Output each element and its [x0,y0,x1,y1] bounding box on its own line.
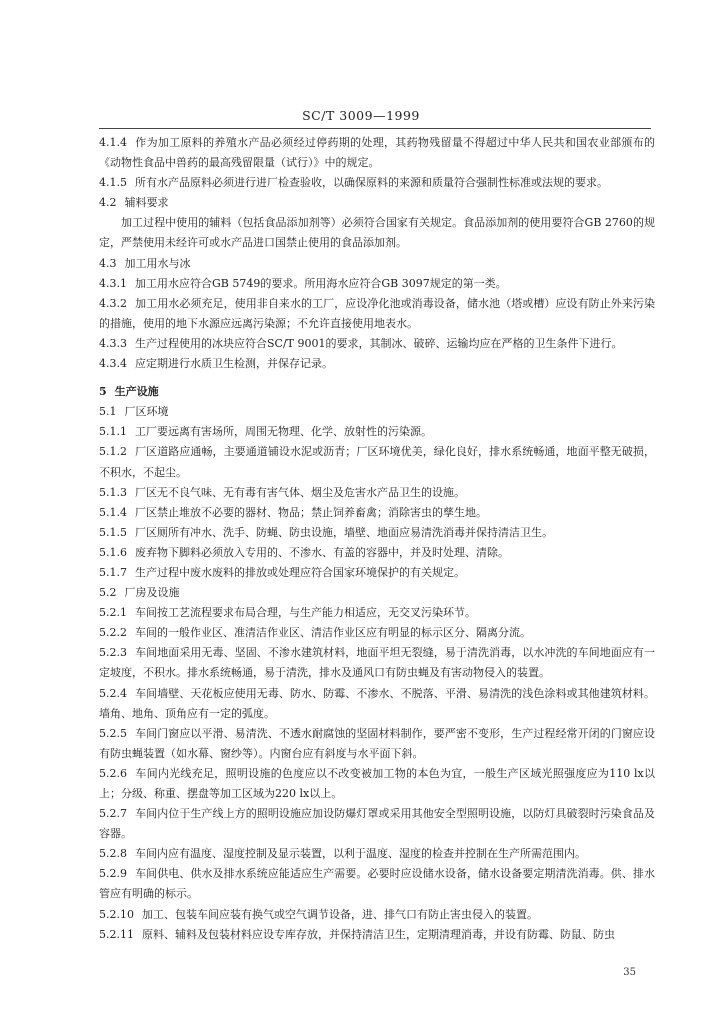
clause-number: 5.2.9 [99,867,127,881]
clause-number: 4.3.3 [99,336,127,350]
clause-text: 辅料要求 [124,196,169,210]
clause-number: 5.1.5 [99,525,127,539]
clause-number: 5.1 [99,405,117,419]
clause-number: 4.2 [99,196,117,210]
clause-text: 车间供电、供水及排水系统应能适应生产需要。必要时应设储水设备，储水设备要定期清洗消毒。供、排水管应有明确的标示。 [99,867,655,901]
clause-text: 厂区环境 [124,405,169,419]
clause-text: 厂区厕所有冲水、洗手、防蝇、防虫设施，墙壁、地面应易清洗消毒并保持清洁卫生。 [135,525,553,539]
clause-5-2-11 [99,925,655,945]
clause-text: 所有水产品原料必须进行进厂检查验收，以确保原料的来源和质量符合强制性标准或法规的要求。 [135,176,608,190]
clause-number: 4.3.4 [99,357,127,371]
clause-text: 工厂要远离有害场所，周围无物理、化学、放射性的污染源。 [135,425,432,439]
clause-text: 加工、包装车间应装有换气或空气调节设备，进、排气口有防止害虫侵入的装置。 [142,907,538,921]
clause-5-1 [99,402,655,422]
clause-5-1-1 [99,422,655,442]
clause-4-3-2 [99,294,655,334]
clause-5-1-6 [99,543,655,563]
clause-5-2-9 [99,864,655,904]
clause-number: 5.1.2 [99,445,127,459]
clause-text: 厂区道路应通畅，主要通道铺设水泥或沥青；厂区环境优美，绿化良好，排水系统畅通，地面平整无破损，不积水，不起尘。 [99,445,655,479]
clause-number: 4.1.4 [99,136,127,149]
clause-text: 加工用水与冰 [124,256,191,270]
clause-number: 5.2.8 [99,847,127,861]
clause-5-2-5 [99,724,655,764]
clause-5-2-2 [99,623,655,643]
clause-text: 生产过程使用的冰块应符合SC/T 9001的要求，其制冰、破碎、运输均应在严格的卫生条件下进行。 [135,336,623,350]
clause-number: 5.2.7 [99,807,127,821]
section-number: 5 [99,385,107,399]
clause-number: 5.2.11 [99,927,134,941]
clause-text: 车间的一般作业区、准清洁作业区、清洁作业区应有明显的标示区分、隔离分流。 [135,626,531,640]
clause-5-2-3 [99,643,655,683]
clause-text: 作为加工原料的养殖水产品必须经过停药期的处理，其药物残留量不得超过中华人民共和国农业部颁布的《动物性食品中兽药的最高残留限量（试行）》中的规定。 [99,136,655,170]
clause-text: 厂房及设施 [124,586,180,600]
clause-text: 车间墙壁、天花板应使用无毒、防水、防霉、不渗水、不脱落、平滑、易清洗的浅色涂料或其他建筑材料。墙角、地角、顶角应有一定的弧度。 [99,686,655,720]
clause-number: 5.2.10 [99,907,134,921]
clause-text: 厂区禁止堆放不必要的器材、物品；禁止饲养畜禽；消除害虫的孳生地。 [135,505,487,519]
clause-text: 加工用水应符合GB 5749的要求。所用海水应符合GB 3097规定的第一类。 [135,276,507,290]
clause-number: 4.3 [99,256,117,270]
section-title: 生产设施 [114,385,159,399]
page-number: 35 [623,967,636,978]
clause-number: 5.2.1 [99,606,127,620]
clause-text: 废弃物下脚料必须放入专用的、不渗水、有盖的容器中，并及时处理、清除。 [135,545,509,559]
clause-number: 5.2.2 [99,626,127,640]
clause-4-3-3 [99,334,655,354]
clause-number: 5.1.1 [99,425,127,439]
clause-text: 车间内位于生产线上方的照明设施应加设防爆灯罩或采用其他安全型照明设施，以防灯具破裂时污染食品及容器。 [99,807,655,841]
clause-5-1-4 [99,503,655,523]
clause-4-2 [99,193,655,213]
clause-text: 原料、辅料及包装材料应设专库存放，并保持清洁卫生，定期清理消毒，并设有防霉、防鼠、防虫 [142,927,615,941]
clause-5-2-10 [99,905,655,925]
clause-number: 5.2.5 [99,726,127,740]
clause-5-2-1 [99,603,655,623]
section-5-heading [99,382,655,402]
clause-number: 5.1.4 [99,505,127,519]
clause-number: 4.1.5 [99,176,127,190]
clause-text: 厂区无不良气味、无有毒有害气体、烟尘及危害水产品卫生的设施。 [135,485,465,499]
clause-4-3-1 [99,274,655,294]
clause-number: 5.2.4 [99,686,127,700]
document-body [99,133,655,945]
clause-4-1-5 [99,173,655,193]
clause-number: 4.3.2 [99,296,127,310]
header-rule [99,128,651,129]
clause-4-3-4 [99,354,655,374]
clause-4-3 [99,254,655,274]
clause-number: 5.1.6 [99,545,127,559]
clause-text: 车间内光线充足，照明设施的色度应以不改变被加工物的本色为宜，一般生产区域光照强度应为110 lx以上；分级、称重、摆盘等加工区域为220 lx以上。 [99,766,655,800]
clause-5-2-6 [99,764,655,804]
clause-text: 车间内应有温度、湿度控制及显示装置，以利于温度、湿度的检查并控制在生产所需范围内。 [135,847,586,861]
clause-text: 加工过程中使用的辅料（包括食品添加剂等）必须符合国家有关规定。食品添加剂的使用要符合GB 2760的规定，严禁使用未经许可或水产品进口国禁止使用的食品添加剂。 [99,216,655,250]
clause-5-1-5 [99,523,655,543]
clause-5-1-3 [99,483,655,503]
clause-text: 车间门窗应以平滑、易清洗、不透水耐腐蚀的坚固材料制作，要严密不变形，生产过程经常开闭的门窗应设有防虫蝇装置（如水幕、窗纱等）。内窗台应有斜度与水平面下斜。 [99,726,655,760]
clause-5-1-2 [99,442,655,482]
clause-text: 加工用水必须充足，使用非自来水的工厂，应设净化池或消毒设备，储水池（塔或槽）应设有防止外来污染的措施，使用的地下水源应远离污染源；不允许直接使用地表水。 [99,296,655,330]
clause-number: 5.2 [99,586,117,600]
clause-text: 车间按工艺流程要求布局合理，与生产能力相适应，无交叉污染环节。 [135,606,476,620]
clause-number: 5.2.6 [99,766,127,780]
clause-5-1-7 [99,563,655,583]
page-header-code: SC/T 3009—1999 [302,108,420,123]
clause-5-2-7 [99,804,655,844]
clause-5-2 [99,583,655,603]
clause-number: 5.1.3 [99,485,127,499]
clause-5-2-4 [99,684,655,724]
clause-number: 5.1.7 [99,565,127,579]
clause-text: 车间地面采用无毒、坚固、不渗水建筑材料，地面平坦无裂缝，易于清洗消毒，以水冲洗的车间地面应有一定坡度，不积水。排水系统畅通，易于清洗，排水及通风口有防虫蝇及有害动物侵入的装置。 [99,646,655,680]
clause-number: 4.3.1 [99,276,127,290]
clause-4-2-body [99,213,655,253]
clause-5-2-8 [99,844,655,864]
clause-number: 5.2.3 [99,646,127,660]
clause-4-1-4 [99,133,655,173]
clause-text: 应定期进行水质卫生检测，并保存记录。 [135,357,333,371]
clause-text: 生产过程中废水废料的排放或处理应符合国家环境保护的有关规定。 [135,565,465,579]
